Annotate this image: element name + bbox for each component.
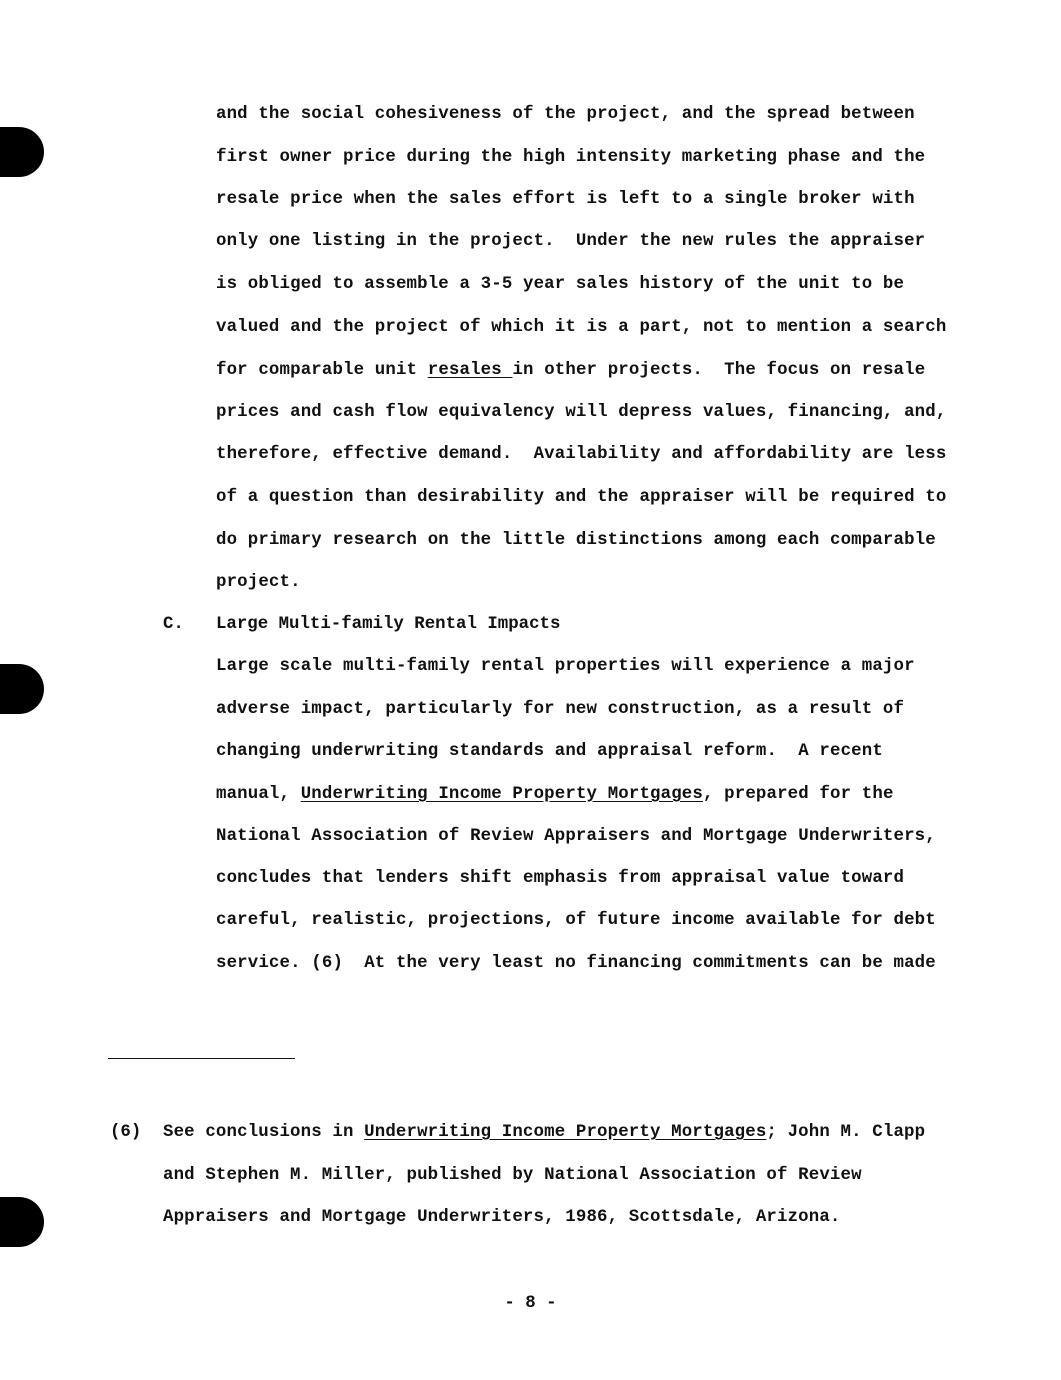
body-text-line: therefore, effective demand. Availability and affordability are less xyxy=(216,445,947,464)
footnote-line: and Stephen M. Miller, published by National Association of Review xyxy=(163,1166,862,1185)
footnote-marker: (6) xyxy=(110,1123,142,1142)
section-letter: C. xyxy=(163,615,184,634)
text-segment: for comparable unit xyxy=(216,361,428,380)
body-text-line: careful, realistic, projections, of future income available for debt xyxy=(216,911,936,930)
body-text-line: National Association of Review Appraisers and Mortgage Underwriters, xyxy=(216,827,936,846)
body-text-line: concludes that lenders shift emphasis from appraisal value toward xyxy=(216,869,905,888)
text-segment: ; John M. Clapp xyxy=(766,1123,926,1142)
body-text-line: Large scale multi-family rental properties will experience a major xyxy=(216,657,915,676)
body-text-line: and the social cohesiveness of the project, and the spread between xyxy=(216,105,915,124)
punch-hole-top xyxy=(0,127,44,177)
punch-hole-middle xyxy=(0,664,44,714)
body-text-line: do primary research on the little distinctions among each comparable xyxy=(216,531,936,550)
body-text-line xyxy=(216,784,894,806)
footnote-separator xyxy=(108,1058,295,1059)
underlined-book-title: Underwriting Income Property Mortgages xyxy=(300,785,703,804)
body-text-line: is obliged to assemble a 3-5 year sales history of the unit to be xyxy=(216,275,905,294)
footnote-book-title: Underwriting Income Property Mortgages xyxy=(364,1123,767,1142)
text-segment: manual, xyxy=(216,785,301,804)
body-text-line: resale price when the sales effort is left to a single broker with xyxy=(216,190,915,209)
underlined-term-resales: resales xyxy=(427,361,513,380)
body-text-line: changing underwriting standards and appraisal reform. A recent xyxy=(216,742,883,761)
footnote-line: Appraisers and Mortgage Underwriters, 1986, Scottsdale, Arizona. xyxy=(163,1208,841,1227)
body-text-line: service. (6) At the very least no financing commitments can be made xyxy=(216,954,936,973)
punch-hole-bottom xyxy=(0,1197,44,1247)
section-heading: Large Multi-family Rental Impacts xyxy=(216,615,561,634)
text-segment: See conclusions in xyxy=(163,1123,365,1142)
body-text-line xyxy=(216,360,925,382)
text-segment: in other projects. The focus on resale xyxy=(512,361,926,380)
footnote-line xyxy=(163,1122,925,1144)
body-text-line: first owner price during the high intensity marketing phase and the xyxy=(216,148,926,167)
body-text-line: adverse impact, particularly for new construction, as a result of xyxy=(216,700,905,719)
body-text-line: prices and cash flow equivalency will depress values, financing, and, xyxy=(216,403,947,422)
body-text-line: of a question than desirability and the appraiser will be required to xyxy=(216,488,947,507)
body-text-line: valued and the project of which it is a part, not to mention a search xyxy=(216,318,947,337)
body-text-line: only one listing in the project. Under the new rules the appraiser xyxy=(216,232,926,251)
text-segment: , prepared for the xyxy=(702,785,894,804)
body-text-line: project. xyxy=(216,573,301,592)
page-number: - 8 - xyxy=(504,1294,557,1313)
